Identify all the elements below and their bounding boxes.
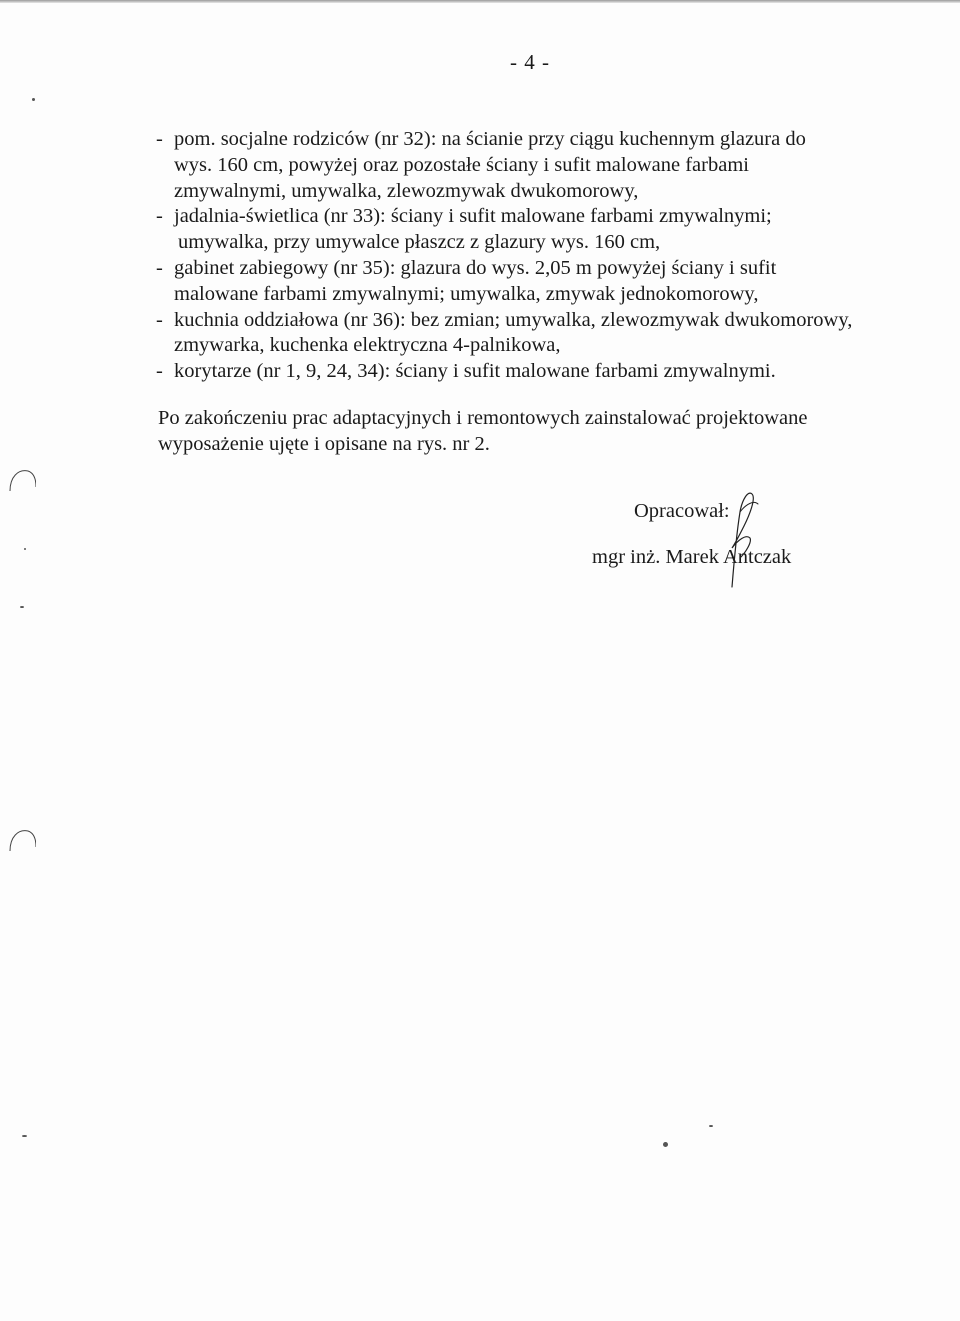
list-line: kuchnia oddziałowa (nr 36): bez zmian; umywalka, zlewozmywak dwukomorowy, — [174, 308, 853, 331]
list-dash: - — [156, 308, 163, 331]
scan-top-edge — [0, 0, 960, 3]
paragraph-line: wyposażenie ujęte i opisane na rys. nr 2. — [158, 433, 490, 455]
scan-speck — [663, 1142, 668, 1147]
scan-speck — [20, 606, 24, 608]
scan-speck — [32, 98, 35, 101]
list-dash: - — [156, 256, 163, 279]
punch-hole-mark — [6, 465, 36, 495]
list-dash: - — [156, 128, 163, 150]
list-dash: - — [156, 205, 163, 228]
list-item — [156, 204, 926, 256]
list-item — [156, 359, 926, 385]
list-item — [156, 256, 926, 308]
closing-paragraph — [158, 405, 918, 457]
list-line: zmywarka, kuchenka elektryczna 4-palnikowa, — [174, 334, 561, 357]
specification-list — [156, 127, 926, 385]
handwritten-signature — [710, 482, 770, 602]
list-item — [156, 308, 926, 360]
list-line: korytarze (nr 1, 9, 24, 34): ściany i sufit malowane farbami zmywalnymi. — [174, 360, 776, 383]
list-line: umywalka, przy umywalce płaszcz z glazury wys. 160 cm, — [178, 231, 661, 254]
scan-speck — [709, 1125, 713, 1127]
author-name: mgr inż. Marek Antczak — [592, 546, 792, 568]
list-item — [156, 127, 926, 204]
page-number: - 4 - — [510, 50, 550, 74]
list-dash: - — [156, 360, 163, 383]
scan-speck — [24, 548, 26, 550]
list-line: jadalnia-świetlica (nr 33): ściany i sufit malowane farbami zmywalnymi; — [174, 205, 772, 228]
punch-hole-mark — [6, 825, 36, 855]
prepared-by-label: Opracował: — [634, 500, 730, 522]
scan-speck — [22, 1135, 27, 1137]
list-line: wys. 160 cm, powyżej oraz pozostałe ściany i sufit malowane farbami — [174, 153, 749, 176]
paragraph-line: Po zakończeniu prac adaptacyjnych i remontowych zainstalować projektowane — [158, 407, 808, 429]
list-line: malowane farbami zmywalnymi; umywalka, zmywak jednokomorowy, — [174, 282, 759, 305]
list-line: pom. socjalne rodziców (nr 32): na ścianie przy ciągu kuchennym glazura do — [174, 128, 806, 150]
list-line: zmywalnymi, umywalka, zlewozmywak dwukomorowy, — [174, 179, 639, 202]
list-line: gabinet zabiegowy (nr 35): glazura do wys. 2,05 m powyżej ściany i sufit — [174, 256, 777, 279]
